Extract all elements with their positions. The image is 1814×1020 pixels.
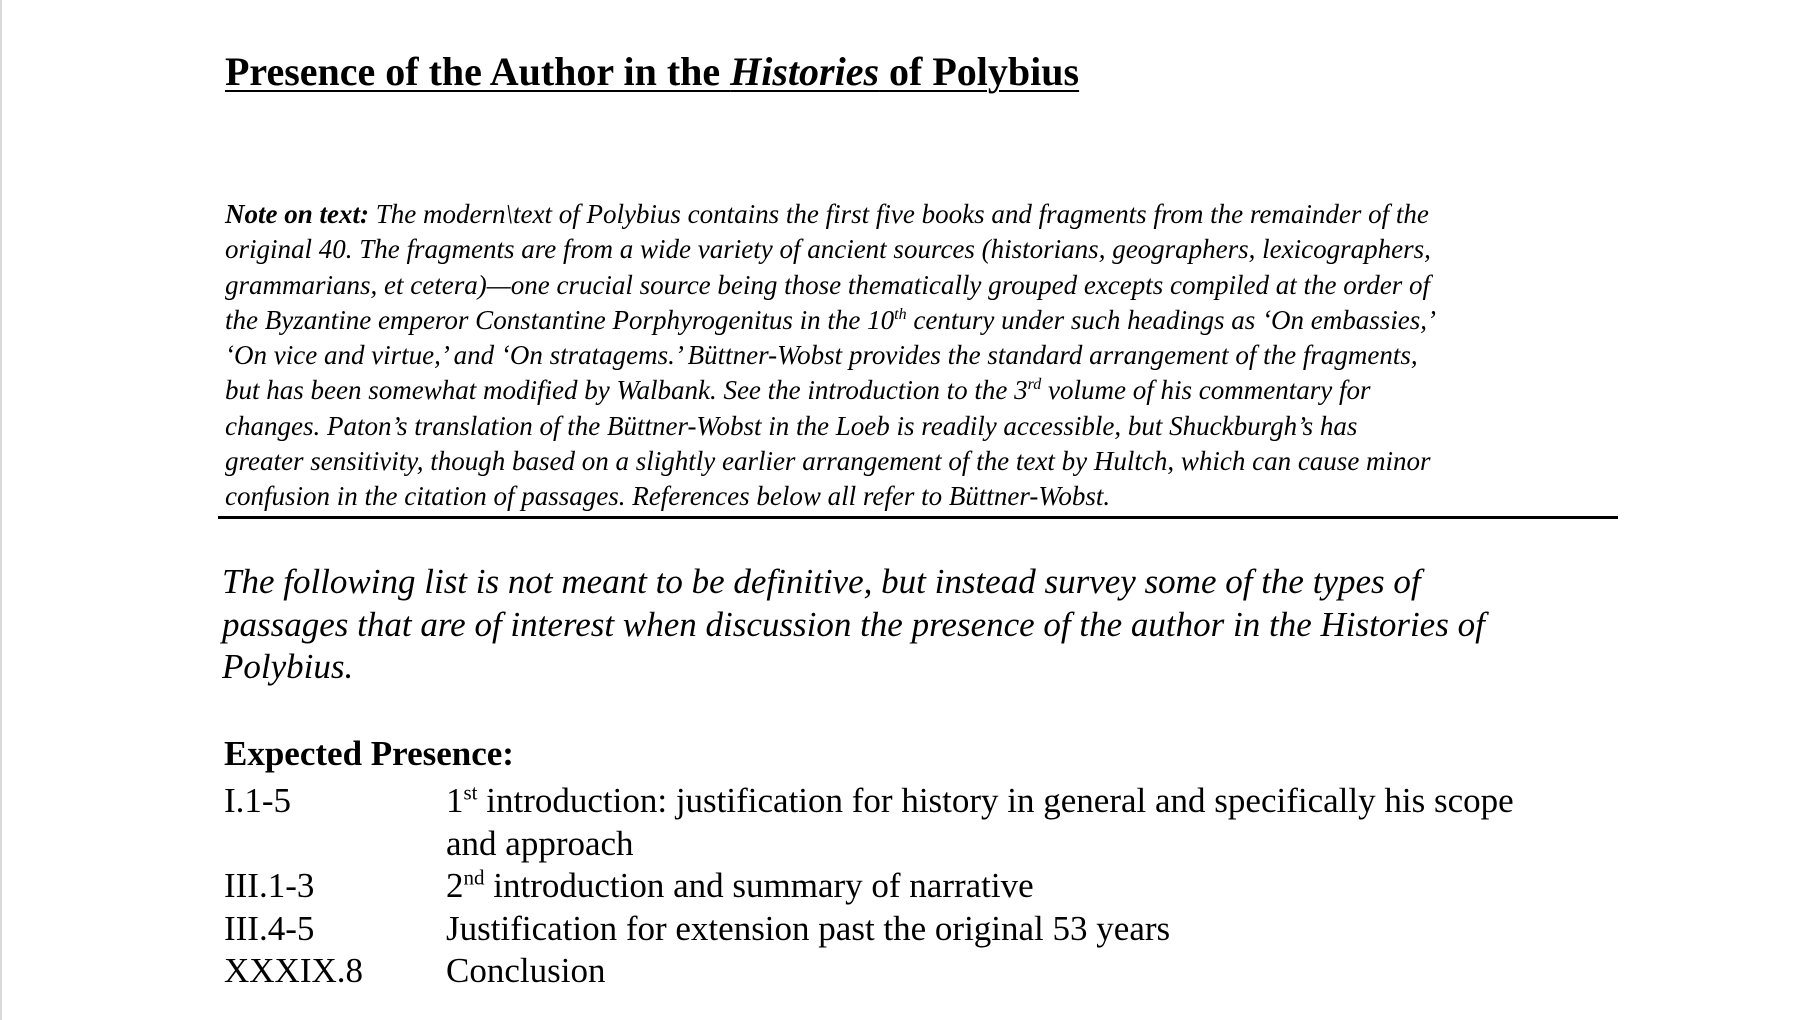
note-line-4-superscript: th	[894, 305, 907, 323]
intro-line-2: passages that are of interest when discussion the presence of the author in the Histories of	[222, 604, 1485, 644]
note-line-1-text: The modern\text of Polybius contains the first five books and fragments from the remainder of the	[368, 199, 1429, 229]
intro-paragraph	[222, 561, 1485, 689]
reference-description	[446, 950, 1624, 993]
page-left-edge	[0, 0, 2, 1020]
reference-description-text: introduction: justification for history in general and specifically his scope	[477, 781, 1514, 820]
note-line-4-start: the Byzantine emperor Constantine Porphyrogenitus in the 10	[225, 304, 895, 335]
intro-line-1: The following list is not meant to be definitive, but instead survey some of the types of	[222, 562, 1421, 601]
note-label: Note on text:	[225, 199, 369, 229]
note-line-4	[225, 303, 1625, 338]
reference-citation: I.1-5	[224, 781, 292, 820]
reference-description-text: introduction and summary of narrative	[484, 866, 1034, 905]
reference-description	[446, 865, 1624, 908]
reference-description-line-1: Conclusion	[446, 951, 606, 990]
note-line-5: ‘On vice and virtue,’ and ‘On stratagems.’ Büttner-Wobst provides the standard arrangement of the fragments,	[225, 340, 1418, 371]
note-line-6-superscript: rd	[1027, 376, 1042, 394]
ordinal-number: 1	[446, 781, 464, 820]
note-line-6-start: but has been somewhat modified by Walbank. See the introduction to the 3	[225, 375, 1028, 406]
reference-description-line-1: Justification for extension past the original 53 years	[446, 908, 1171, 948]
reference-citation: III.4-5	[224, 908, 315, 948]
note-line-1	[225, 197, 1625, 232]
reference-entry	[224, 950, 1624, 993]
reference-description	[446, 780, 1624, 865]
reference-entry	[224, 865, 1624, 908]
ordinal-number: 2	[446, 866, 464, 905]
intro-line-3: Polybius.	[222, 647, 354, 686]
reference-description-line-1	[446, 865, 1624, 908]
note-line-6-end: volume of his commentary for	[1041, 375, 1371, 406]
note-line-8: greater sensitivity, though based on a slightly earlier arrangement of the text by Hultch, which can cause minor	[225, 446, 1431, 477]
reference-citation: III.1-3	[224, 866, 315, 905]
document-title	[225, 48, 1079, 96]
title-text-pre: Presence of the Author in the	[225, 49, 731, 94]
title-text-italic: Histories	[730, 49, 880, 94]
ordinal-suffix: nd	[463, 865, 485, 890]
reference-citation: XXXIX.8	[224, 951, 364, 990]
reference-list	[224, 780, 1624, 993]
reference-description-line-2: and approach	[446, 823, 634, 863]
section-heading: Expected Presence:	[224, 734, 514, 773]
note-line-7: changes. Paton’s translation of the Büttner-Wobst in the Loeb is readily accessible, but Shuckburgh’s has	[225, 410, 1358, 441]
note-on-text-paragraph	[225, 197, 1625, 515]
ordinal-suffix: st	[463, 780, 478, 805]
horizontal-rule	[218, 516, 1618, 519]
reference-entry	[224, 908, 1624, 951]
note-line-6	[225, 373, 1625, 408]
reference-description-line-1	[446, 780, 1624, 823]
note-line-3: grammarians, et cetera)—one crucial source being those thematically grouped excepts compiled at the order of	[225, 269, 1430, 300]
note-line-4-end: century under such headings as ‘On embassies,’	[906, 304, 1437, 335]
title-text-post: of Polybius	[879, 49, 1080, 94]
reference-description	[446, 908, 1624, 951]
note-line-9: confusion in the citation of passages. References below all refer to Büttner-Wobst.	[225, 481, 1111, 512]
note-line-2: original 40. The fragments are from a wide variety of ancient sources (historians, geographers, lexicographers,	[225, 234, 1431, 265]
reference-entry	[224, 780, 1624, 865]
